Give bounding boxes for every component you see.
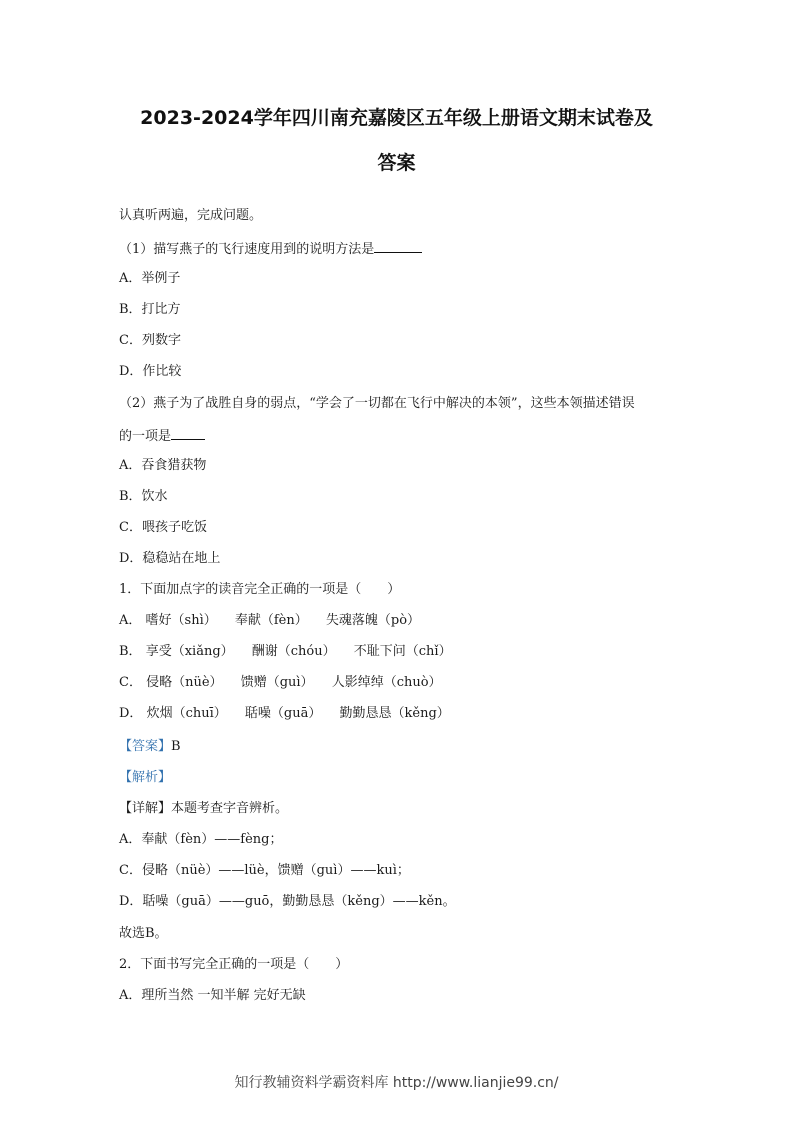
option-label: D． xyxy=(119,706,143,721)
listen-q2-option-c: C．喂孩子吃饭 xyxy=(119,520,207,535)
option-word-3: 勤勤恳恳（kěng） xyxy=(339,706,450,721)
option-label: B． xyxy=(119,644,142,659)
document-title-line2: 答案 xyxy=(377,152,416,174)
option-word-3: 不耻下问（chǐ） xyxy=(353,644,452,659)
answer-blank xyxy=(374,240,422,253)
q1-answer xyxy=(119,739,181,755)
option-word-1: 享受（xiǎng） xyxy=(145,644,234,659)
option-word-3: 失魂落魄（pò） xyxy=(325,613,421,628)
listen-q2-option-d: D．稳稳站在地上 xyxy=(119,551,221,566)
q2-stem: 2．下面书写完全正确的一项是（ ） xyxy=(119,957,349,972)
listen-q1-option-c: C．列数字 xyxy=(119,333,181,348)
listen-q1-stem xyxy=(119,240,422,258)
q1-stem: 1．下面加点字的读音完全正确的一项是（ ） xyxy=(119,582,401,597)
option-word-1: 炊烟（chuī） xyxy=(146,706,227,721)
listen-q2-stem-line2 xyxy=(119,427,205,445)
listen-q1-option-b: B．打比方 xyxy=(119,302,181,317)
listen-q1-option-d: D．作比较 xyxy=(119,364,182,379)
q1-detail xyxy=(119,801,288,817)
page-footer: 知行教辅资料学霸资料库 http://www.lianjie99.cn/ xyxy=(234,1075,559,1091)
document-title-line1: 2023-2024学年四川南充嘉陵区五年级上册语文期末试卷及 xyxy=(140,107,653,129)
option-word-2: 酬谢（chóu） xyxy=(251,644,336,659)
analysis-tag: 【解析】 xyxy=(119,770,172,785)
listen-q1-option-a: A．举例子 xyxy=(119,271,181,286)
option-word-1: 嗜好（shì） xyxy=(145,613,217,628)
q1-option-d xyxy=(119,706,450,722)
listen-q2-stem-text: 的一项是 xyxy=(119,429,172,444)
option-word-2: 聒噪（guā） xyxy=(244,706,322,721)
intro-text: 认真听两遍，完成问题。 xyxy=(119,208,263,223)
q1-detail-line-d: D．聒噪（guā）——guō，勤勤恳恳（kěng）——kěn。 xyxy=(119,894,456,909)
q1-detail-line-c: C．侵略（nüè）——lüè，馈赠（guì）——kuì； xyxy=(119,863,410,878)
option-label: A． xyxy=(119,613,142,628)
answer-tag: 【答案】 xyxy=(119,739,172,754)
q1-conclusion: 故选B。 xyxy=(119,926,168,941)
q1-option-a xyxy=(119,613,420,629)
detail-text: 本题考查字音辨析。 xyxy=(171,801,289,816)
q1-detail-line-a: A．奉献（fèn）——fèng； xyxy=(119,832,283,847)
option-label: C． xyxy=(119,675,142,690)
option-word-1: 侵略（nüè） xyxy=(146,675,223,690)
answer-blank xyxy=(171,427,205,440)
q1-option-c xyxy=(119,675,442,691)
listen-q2-option-b: B．饮水 xyxy=(119,489,168,504)
option-word-2: 奉献（fèn） xyxy=(234,613,308,628)
listen-q2-option-a: A．吞食猎获物 xyxy=(119,458,207,473)
detail-tag: 【详解】 xyxy=(119,801,172,816)
q2-option-a: A．理所当然 一知半解 完好无缺 xyxy=(119,988,306,1003)
option-word-3: 人影绰绰（chuò） xyxy=(331,675,442,690)
option-word-2: 馈赠（guì） xyxy=(240,675,314,690)
answer-value: B xyxy=(171,739,181,754)
q1-analysis xyxy=(119,770,171,786)
listen-q1-stem-text: （1）描写燕子的飞行速度用到的说明方法是 xyxy=(119,242,375,257)
q1-option-b xyxy=(119,644,452,660)
listen-q2-stem-line1: （2）燕子为了战胜自身的弱点，“学会了一切都在飞行中解决的本领”，这些本领描述错误 xyxy=(119,396,635,411)
